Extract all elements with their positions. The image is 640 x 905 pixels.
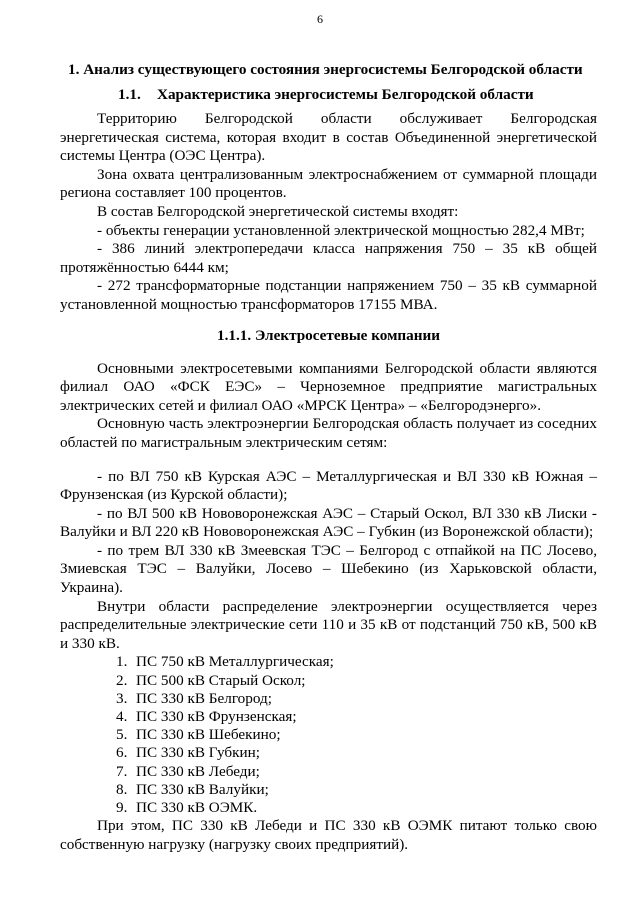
list-item: 6. ПС 330 кВ Губкин;	[116, 744, 260, 762]
substation-list	[60, 653, 597, 817]
section-heading-1: 1. Анализ существующего состояния энергосистемы Белгородской области	[68, 61, 583, 78]
list-item: 4. ПС 330 кВ Фрунзенская;	[116, 708, 297, 726]
paragraph: Основными электросетевыми компаниями Белгородской области являются филиал ОАО «ФСК ЕЭС» – Черноземное предприятие магистральных электрических сетей и филиал ОАО «МРСК Центра» – «Белгородэнерго».	[60, 359, 597, 414]
section-heading-1-1-1: 1.1.1. Электросетевые компании	[216, 326, 441, 344]
list-item: 1. ПС 750 кВ Металлургическая;	[116, 653, 334, 671]
page-content	[60, 60, 597, 854]
heading-text: Характеристика энергосистемы Белгородской области	[157, 86, 534, 103]
paragraph: - объекты генерации установленной электрической мощностью 282,4 МВт;	[97, 221, 585, 239]
paragraph: При этом, ПС 330 кВ Лебеди и ПС 330 кВ ОЭМК питают только свою собственную нагрузку (нагрузку своих предприятий).	[60, 817, 597, 853]
paragraph: - 386 линий электропередачи класса напряжения 750 – 35 кВ общей протяжённостью 6444 км;	[60, 240, 597, 276]
paragraph: Основную часть электроэнергии Белгородская область получает из соседних областей по магистральным электрическим сетям:	[60, 415, 597, 451]
list-item: 9. ПС 330 кВ ОЭМК.	[116, 799, 258, 817]
section-heading-1-1	[118, 85, 597, 105]
list-item: 7. ПС 330 кВ Лебеди;	[116, 762, 260, 780]
paragraph: Территорию Белгородской области обслуживает Белгородская энергетическая система, которая входит в состав Объединенной энергетической системы Центра (ОЭС Центра).	[60, 110, 597, 165]
page-number: 6	[317, 12, 323, 26]
paragraph: - по ВЛ 500 кВ Нововоронежская АЭС – Старый Оскол, ВЛ 330 кВ Лиски - Валуйки и ВЛ 220 кВ Нововоронежская АЭС – Губкин (из Воронежской области);	[60, 504, 597, 541]
paragraph: Внутри области распределение электроэнергии осуществляется через распределительные электрические сети 110 и 35 кВ от подстанций 750 кВ, 500 кВ и 330 кВ.	[60, 597, 597, 652]
list-item: 8. ПС 330 кВ Валуйки;	[116, 780, 269, 798]
paragraph: Зона охвата централизованным электроснабжением от суммарной площади региона составляет 100 процентов.	[60, 165, 597, 202]
list-item: 2. ПС 500 кВ Старый Оскол;	[116, 671, 306, 689]
paragraph: В состав Белгородской энергетической системы входят:	[97, 202, 459, 220]
paragraph: - по трем ВЛ 330 кВ Змеевская ТЭС – Белгород с отпайкой на ПС Лосево, Змиевская ТЭС – Валуйки, Лосево – Шебекино (из Харьковской области, Украина).	[60, 541, 597, 597]
list-item: 5. ПС 330 кВ Шебекино;	[116, 726, 281, 744]
heading-number: 1.1.	[118, 86, 141, 103]
paragraph: - 272 трансформаторные подстанции напряжением 750 – 35 кВ суммарной установленной мощностью трансформаторов 17155 МВА.	[60, 277, 597, 313]
list-item: 3. ПС 330 кВ Белгород;	[116, 689, 272, 707]
paragraph: - по ВЛ 750 кВ Курская АЭС – Металлургическая и ВЛ 330 кВ Южная – Фрунзенская (из Курской области);	[60, 467, 597, 504]
